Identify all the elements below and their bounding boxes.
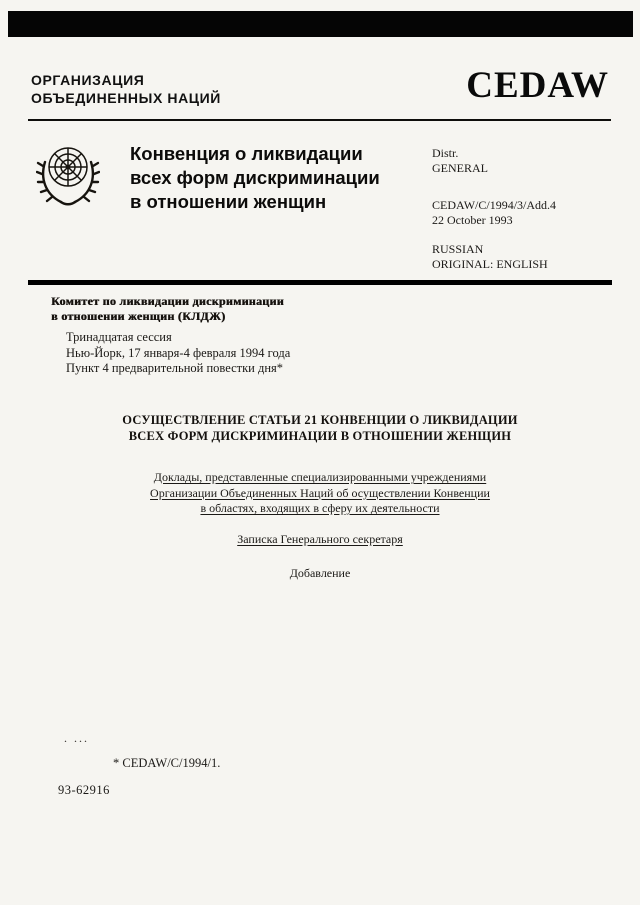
document-title-line1: ОСУЩЕСТВЛЕНИЕ СТАТЬИ 21 КОНВЕНЦИИ О ЛИКВИДАЦИИ [122,413,518,427]
document-subtitle-line2: Организации Объединенных Наций об осуществлении Конвенции [150,485,490,500]
session-info [66,330,290,377]
distribution-block [432,146,488,176]
document-date: 22 October 1993 [432,213,513,227]
footnote-separator: . ... [64,731,89,745]
header-rule [28,119,611,121]
org-name-line2: ОБЪЕДИНЕННЫХ НАЦИЙ [31,90,221,106]
masthead-rule [28,280,612,285]
document-subtitle [0,470,640,517]
language-block [432,242,548,272]
document-title-line2: ВСЕХ ФОРМ ДИСКРИМИНАЦИИ В ОТНОШЕНИИ ЖЕНЩИН [128,429,512,443]
committee-line2: в отношении женщин (КЛДЖ) [51,308,226,323]
document-symbol: CEDAW/C/1994/3/Add.4 [432,198,557,212]
footnote-text: * CEDAW/C/1994/1. [113,756,221,770]
convention-title-line1: Конвенция о ликвидации [130,143,363,164]
document-subtitle-line3: в областях, входящих в сферу их деятельности [200,501,440,515]
document-acronym: CEDAW [466,65,609,106]
committee-line1: Комитет по ликвидации дискриминации [51,294,284,308]
agenda-item-line: Пункт 4 предварительной повестки дня* [66,361,284,375]
language-label: RUSSIAN [432,242,484,256]
org-name-line1: ОРГАНИЗАЦИЯ [31,72,145,88]
note-title-text: Записка Генерального секретаря [237,532,403,546]
convention-title-line2: всех форм дискриминации [130,167,380,188]
top-scan-bar [8,11,633,37]
un-emblem-icon [36,138,100,218]
note-title [0,532,640,547]
session-line1: Тринадцатая сессия [66,330,172,344]
convention-title [130,142,380,214]
distr-label: Distr. [432,146,459,160]
document-symbol-block [432,198,556,228]
committee-heading [51,294,284,323]
addendum-label: Добавление [289,566,351,580]
convention-title-line3: в отношении женщин [130,191,327,212]
original-language-label: ORIGINAL: ENGLISH [432,257,548,271]
job-number: 93-62916 [58,783,110,797]
distr-value: GENERAL [432,161,488,175]
session-line2: Нью-Йорк, 17 января-4 февраля 1994 года [66,345,291,360]
document-subtitle-line1: Доклады, представленные специализированными учреждениями [153,470,487,484]
un-org-name [31,71,221,107]
document-title [0,412,640,444]
